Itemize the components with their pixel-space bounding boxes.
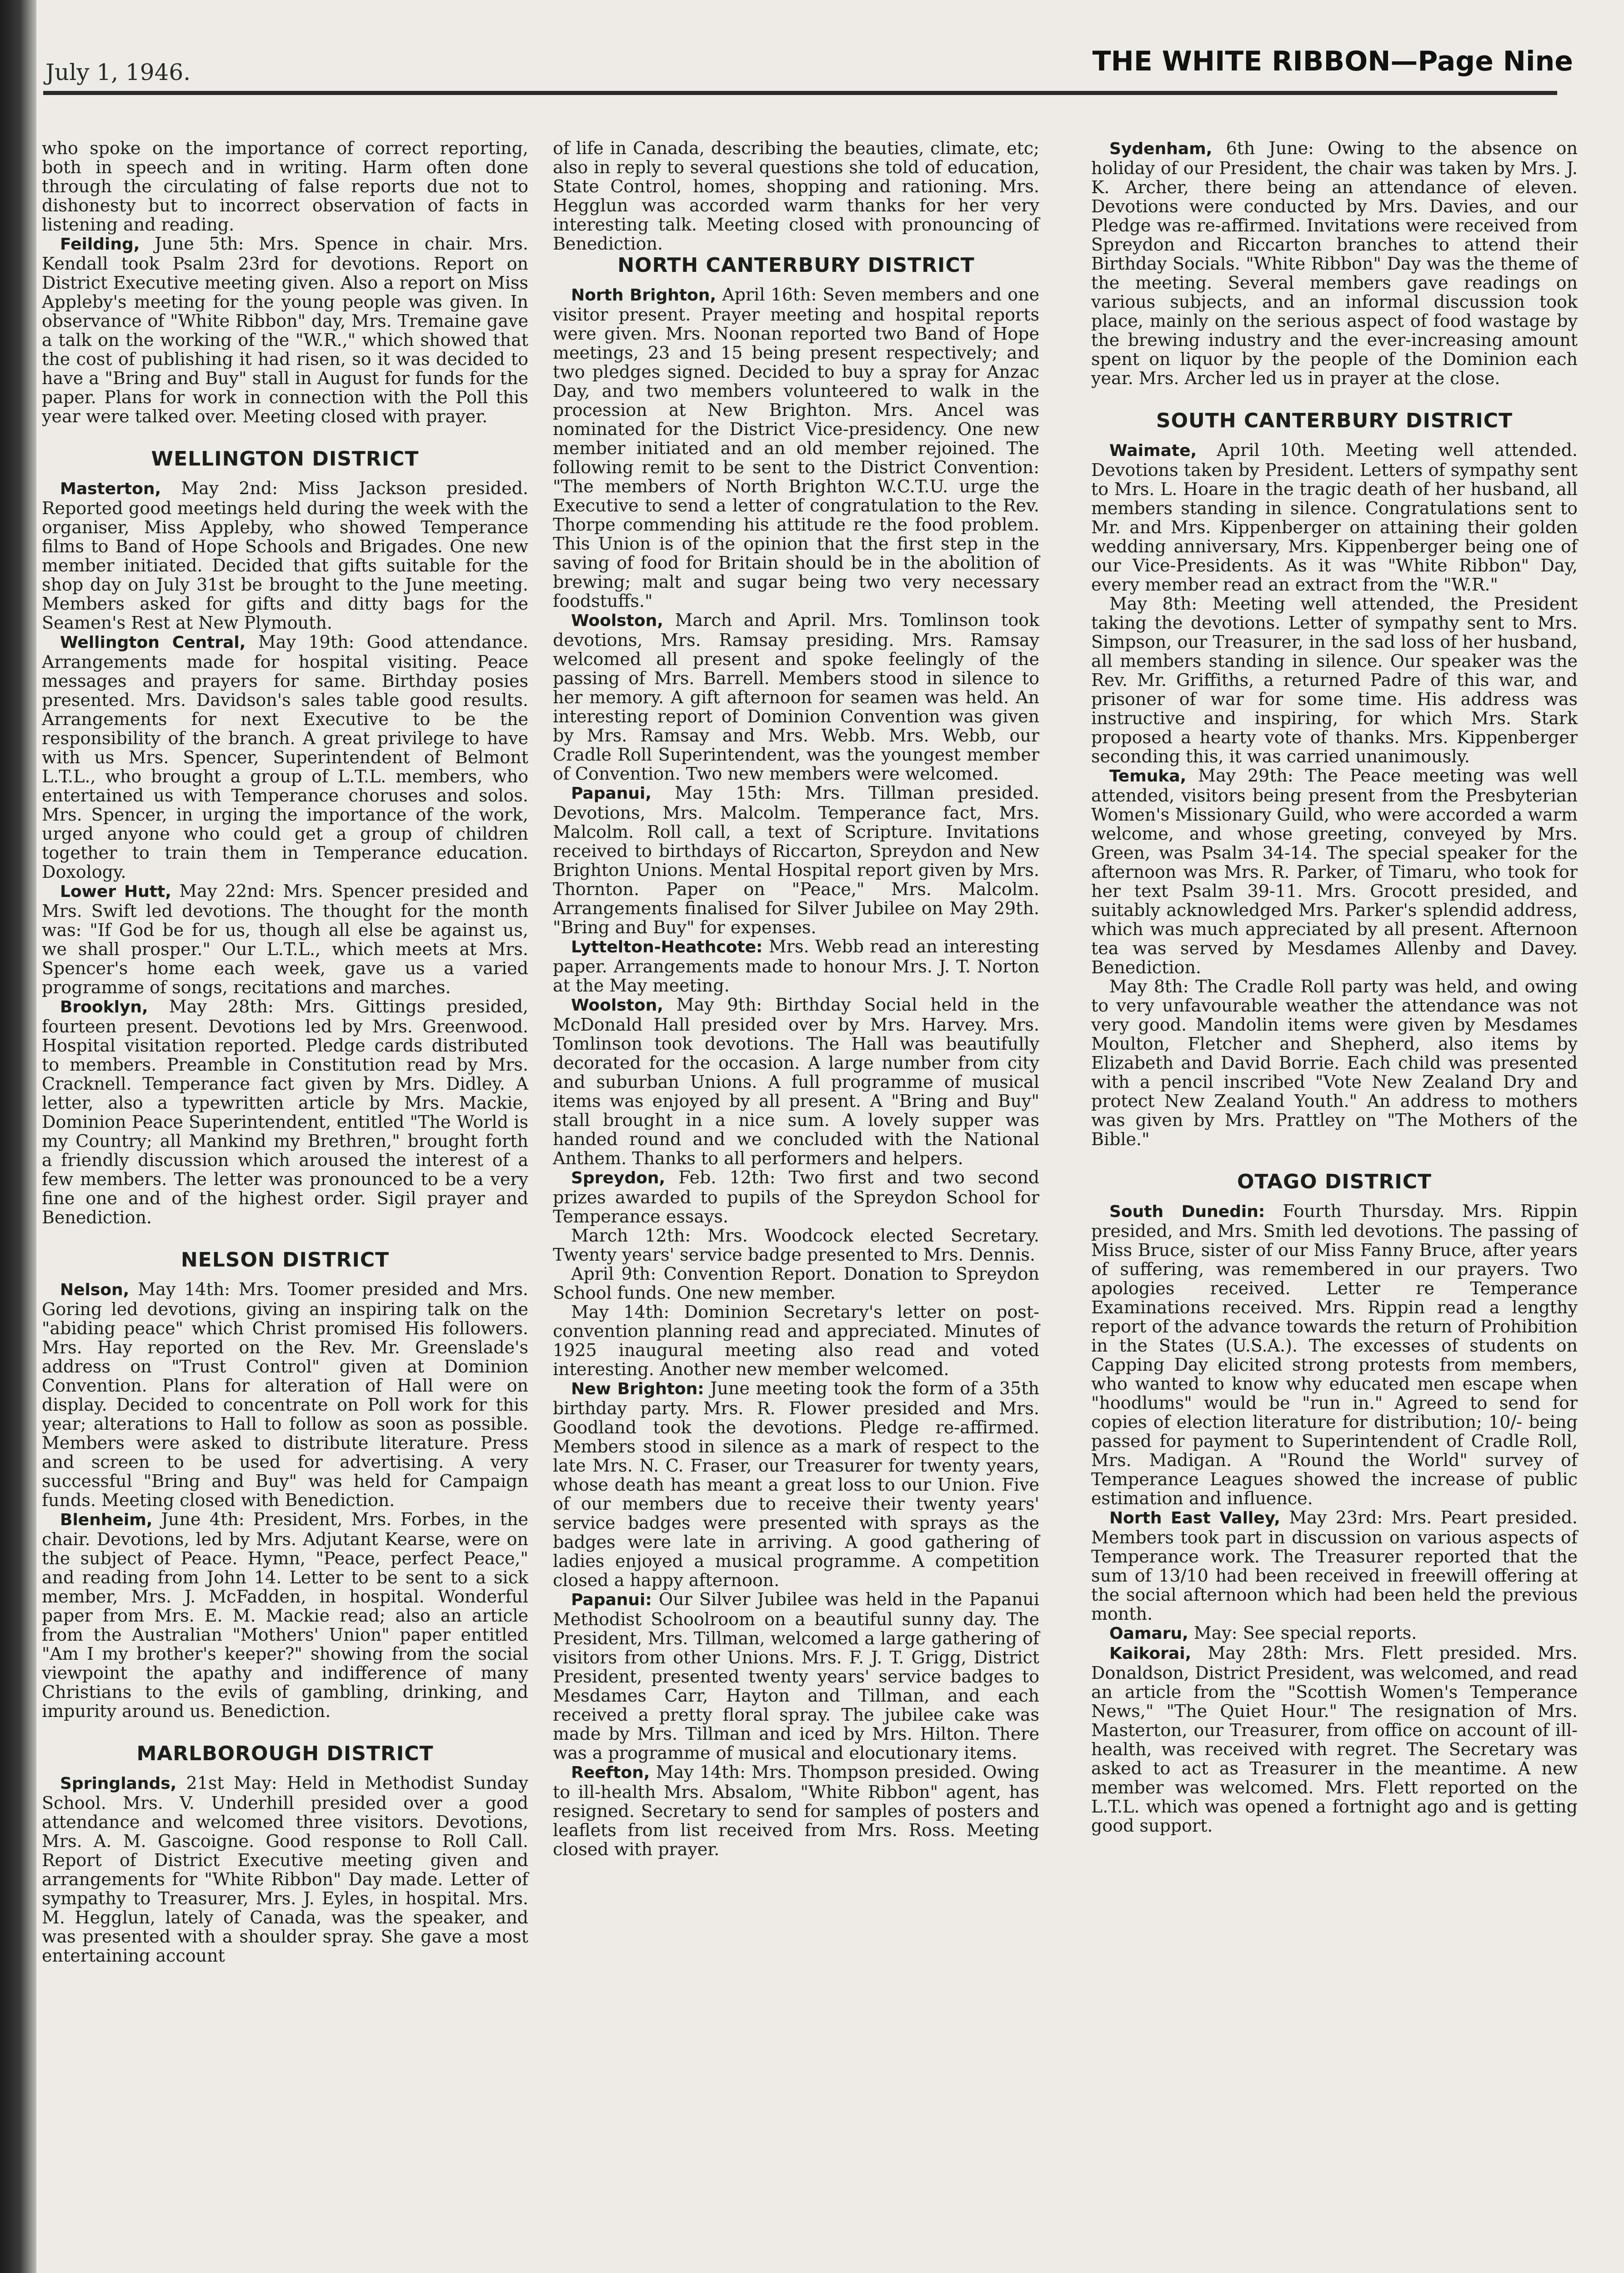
column-1 [42, 139, 528, 1965]
branch-name: Woolston, [571, 996, 663, 1015]
column-3 [1091, 139, 1578, 1835]
report-text: of life in Canada, describing the beauties, climate, etc; also in reply to several questions she told of education, State Control, homes, shopping and rationing. Mrs. Hegglun was accorded warm thanks for her very interesting talk. Meeting closed with pronouncing of Benediction. [553, 138, 1039, 254]
report-paragraph [1091, 594, 1578, 766]
report-text: June 5th: Mrs. Spence in chair. Mrs. Kendall took Psalm 23rd for devotions. Report on District Executive meeting given. Also a report on Miss Appleby's meeting for the young people was given. In observance of "White Ribbon" day, Mrs. Tremaine gave a talk on the working of the "W.R.," which showed that the cost of publishing it had risen, so it was decided to have a "Bring and Buy" stall in August for funds for the paper. Plans for work in connection with the Poll this year were talked over. Meeting closed with prayer. [42, 234, 528, 426]
report-text: May 2nd: Miss Jackson presided. Reported good meetings held during the week with the organiser, Miss Appleby, who showed Temperance films to Band of Hope Schools and Brigades. One new member initiated. Decided that gifts suitable for the shop day on July 31st be brought to the June meeting. Members asked for gifts and ditty bags for the Seamen's Rest at New Plymouth. [42, 478, 528, 633]
report-text: May 14th: Mrs. Toomer presided and Mrs. Goring led devotions, giving an inspiring talk on the "abiding peace" which Christ promised His followers. Mrs. Hay reported on the Rev. Mr. Greenslade's address on "Trust Control" given at Dominion Convention. Plans for alteration of Hall were on display. Decided to concentrate on Poll work for this year; alterations to Hall to follow as soon as possible. Members were asked to distribute literature. Press and screen to be used for advertising. A very successful "Bring and Buy" was held for Campaign funds. Meeting closed with Benediction. [42, 1279, 528, 1510]
report-text: June 4th: President, Mrs. Forbes, in the chair. Devotions, led by Mrs. Adjutant Kearse, were on the subject of Peace. Hymn, "Peace, perfect Peace," and reading from John 14. Letter to be sent to a sick member, Mrs. J. McFadden, in hospital. Wonderful paper from Mrs. E. M. Mackie read; also an article from the Australian "Mothers' Union" paper entitled "Am I my brother's keeper?" showing from the social viewpoint the apathy and indifference of many Christians to the evils of gambling, drinking, and impurity around us. Benediction. [42, 1509, 528, 1721]
report-paragraph [1091, 441, 1578, 594]
branch-name: Sydenham, [1109, 140, 1213, 158]
branch-name: New Brighton: [571, 1380, 704, 1398]
report-text: March 12th: Mrs. Woodcock elected Secretary. Twenty years' service badge presented to Mrs. Dennis. [553, 1226, 1039, 1265]
report-paragraph [42, 881, 528, 997]
report-paragraph [553, 783, 1039, 937]
report-text: May 15th: Mrs. Tillman presided. Devotions, Mrs. Malcolm. Temperance fact, Mrs. Malcolm. Roll call, a text of Scripture. Invitations received to birthdays of Riccarton, Spreydon and New Brighton Unions. Mental Hospital report given by Mrs. Thornton. Paper on "Peace," Mrs. Malcolm. Arrangements finalised for Silver Jubilee on May 29th. "Bring and Buy" for expenses. [553, 783, 1039, 937]
report-paragraph [553, 285, 1039, 611]
report-paragraph [553, 1264, 1039, 1302]
report-paragraph [42, 632, 528, 881]
branch-name: Spreydon, [571, 1169, 666, 1187]
report-paragraph [1091, 766, 1578, 977]
district-heading: NELSON DISTRICT [180, 1248, 390, 1272]
branch-name: Wellington Central, [60, 633, 246, 652]
issue-date: July 1, 1946. [45, 59, 191, 85]
branch-name: Nelson, [60, 1281, 130, 1299]
branch-name: North East Valley, [1109, 1509, 1281, 1527]
report-paragraph [553, 1168, 1039, 1226]
report-paragraph [42, 479, 528, 632]
report-paragraph [1091, 1623, 1578, 1643]
report-paragraph [1091, 1643, 1578, 1835]
report-paragraph [553, 1302, 1039, 1379]
district-heading: MARLBOROUGH DISTRICT [136, 1742, 434, 1765]
report-text: May 14th: Mrs. Thompson presided. Owing to ill-health Mrs. Absalom, "White Ribbon" agent, has resigned. Secretary to send for samples of posters and leaflets from list received from Mrs. Ross. Meeting closed with prayer. [553, 1762, 1039, 1859]
report-paragraph [1091, 977, 1578, 1149]
report-text: May: See special reports. [1193, 1623, 1417, 1643]
district-heading: OTAGO DISTRICT [1237, 1170, 1432, 1193]
report-paragraph [553, 1762, 1039, 1859]
report-paragraph [553, 139, 1039, 253]
report-paragraph [42, 1510, 528, 1721]
branch-name: Lyttelton-Heathcote: [571, 938, 763, 956]
report-text: June meeting took the form of a 35th birthday party. Mrs. R. Flower presided and Mrs. Goodland took the devotions. Pledge re-affirmed. Members stood in silence as a mark of respect to the late Mrs. N. C. Fraser, our Treasurer for twenty years, whose death has meant a great loss to our Union. Five of our members due to receive their twenty years' service badges were presented with sprays as the badges were late in arriving. A good gathering of ladies enjoyed a musical programme. A competition closed a happy afternoon. [553, 1378, 1040, 1590]
report-paragraph [42, 1280, 528, 1510]
branch-name: Temuka, [1109, 767, 1187, 786]
report-text: Feb. 12th: Two first and two second prizes awarded to pupils of the Spreydon School for Temperance essays. [553, 1167, 1039, 1227]
report-paragraph [1091, 1202, 1578, 1508]
report-text: who spoke on the importance of correct reporting, both in speech and in writing. Harm often done through the circulating of false reports due not to dishonesty but to incorrect observation of facts in listening and reading. [42, 138, 528, 235]
branch-name: Reefton, [571, 1763, 650, 1782]
branch-name: Oamaru, [1109, 1624, 1188, 1643]
header-rule [43, 91, 1557, 95]
report-paragraph [1091, 139, 1578, 388]
report-text: May 14th: Dominion Secretary's letter on post-convention planning read and appreciated. Minutes of 1925 inaugural meeting also read and voted interesting. Another new member welcomed. [553, 1302, 1039, 1379]
report-text: May 9th: Birthday Social held in the McDonald Hall presided over by Mrs. Harvey. Mrs. Tomlinson took devotions. The Hall was beautifully decorated for the occasion. A large number from city and suburban Unions. A full programme of musical items was enjoyed by all present. A "Bring and Buy" stall brought in a nice sum. A lovely supper was handed round and we concluded with the National Anthem. Thanks to all performers and helpers. [553, 995, 1039, 1168]
report-paragraph [553, 611, 1039, 783]
report-text: May 28th: Mrs. Flett presided. Mrs. Donaldson, District President, was welcomed, and read an article from the "Scottish Women's Temperance News," "The Quiet Hour." The resignation of Mrs. Masterton, our Treasurer, from office on account of ill-health, was received with regret. The Secretary was asked to act as Treasurer in the meantime. A new member was welcomed. Mrs. Flett reported on the L.T.L. which was opened a fortnight ago and is getting good support. [1091, 1643, 1578, 1836]
branch-name: North Brighton, [571, 286, 717, 305]
report-paragraph [1091, 1508, 1578, 1623]
report-text: May 19th: Good attendance. Arrangements made for hospital visiting. Peace messages and prayers for same. Birthday posies presented. Mrs. Davidson's sales table good results. Arrangements for next Executive to be the responsibility of the branch. A great privilege to have with us Mrs. Spencer, Superintendent of Belmont L.T.L., who brought a group of L.T.L. members, who entertained us with Temperance choruses and solos. Mrs. Spencer, in urging the importance of the work, urged anyone who could get a group of children together to train them in Temperance education. Doxology. [42, 632, 528, 882]
branch-name: Papanui, [571, 784, 652, 803]
report-paragraph [42, 139, 528, 234]
report-text: May 23rd: Mrs. Peart presided. Members took part in discussion on various aspects of Temperance work. The Treasurer reported that the sum of 13/10 had been received in freewill offering at the social afternoon which had been held the previous month. [1091, 1507, 1578, 1624]
report-text: May 28th: Mrs. Gittings presided, fourteen present. Devotions led by Mrs. Greenwood. Hospital visitation reported. Pledge cards distributed to members. Preamble in Constitution read by Mrs. Cracknell. Temperance fact given by Mrs. Didley. A letter, also a typewritten article by Mrs. Mackie, Dominion Peace Superintendent, entitled "The World is my Country; all Mankind my Brethren," brought forth a friendly discussion which aroused the interest of a few members. The letter was pronounced to be a very fine one and of the highest order. Sigil prayer and Benediction. [42, 996, 528, 1227]
report-paragraph [42, 1773, 528, 1965]
branch-name: Woolston, [571, 611, 663, 630]
district-heading: SOUTH CANTERBURY DISTRICT [1156, 409, 1513, 432]
report-text: April 9th: Convention Report. Donation to Spreydon School funds. One new member. [553, 1264, 1039, 1303]
branch-name: Kaikorai, [1109, 1644, 1192, 1663]
report-text: 6th June: Owing to the absence on holiday of our President, the chair was taken by Mrs. J. K. Archer, there being an attendance of eleven. Devotions were conducted by Mrs. Davies, and our Pledge was re-affirmed. Invitations were received from Spreydon and Riccarton branches to attend their Birthday Socials. "White Ribbon" Day was the theme of the meeting. Several members gave readings on various subjects, and an informal discussion took place, mainly on the serious aspect of food wastage by the brewing industry and the ever-increasing amount spent on liquor by the people of the Dominion each year. Mrs. Archer led us in prayer at the close. [1091, 138, 1578, 388]
running-title: THE WHITE RIBBON—Page Nine [1092, 45, 1573, 77]
branch-name: Lower Hutt, [60, 882, 171, 901]
branch-name: Brooklyn, [60, 998, 148, 1016]
report-paragraph [553, 995, 1039, 1168]
report-text: March and April. Mrs. Tomlinson took devotions, Mrs. Ramsay presiding. Mrs. Ramsay welcomed all present and spoke feelingly of the passing of Mrs. Barrell. Members stood in silence to her memory. A gift afternoon for seamen was held. An interesting report of Dominion Convention was given by Mrs. Ramsay and Mrs. Webb. Mrs. Webb, our Cradle Roll Superintendent, was the youngest member of Convention. Two new members were welcomed. [553, 610, 1039, 784]
report-text: May 22nd: Mrs. Spencer presided and Mrs. Swift led devotions. The thought for the month was: "If God be for us, though all else be against us, we shall prosper." Our L.T.L., which meets at Mrs. Spencer's home each week, gave us a varied programme of songs, recitations and marches. [42, 881, 528, 997]
branch-name: Waimate, [1109, 441, 1197, 460]
report-text: Our Silver Jubilee was held in the Papanui Methodist Schoolroom on a beautiful sunny day. The President, Mrs. Tillman, welcomed a large gathering of visitors from other Unions. Mrs. F. J. T. Grigg, District President, presented twenty years' service badges to Mesdames Carr, Hayton and Tillman, and each received a pretty floral spray. The jubilee cake was made by Mrs. Tillman and iced by Mrs. Hilton. There was a programme of musical and elocutionary items. [553, 1589, 1039, 1763]
report-text: Mrs. Webb read an interesting paper. Arrangements made to honour Mrs. J. T. Norton at the May meeting. [553, 936, 1039, 996]
district-heading: WELLINGTON DISTRICT [151, 447, 419, 471]
report-text: May 29th: The Peace meeting was well attended, visitors being present from the Presbyterian Women's Missionary Guild, who were accorded a warm welcome, and whose greeting, conveyed by Mrs. Green, was Psalm 34-14. The special speaker for the afternoon was Mrs. R. Parker, of Timaru, who took for her text Psalm 39-11. Mrs. Grocott presided, and suitably acknowledged Mrs. Parker's splendid address, which was much appreciated by all present. Afternoon tea was served by Mesdames Allenby and Davey. Benediction. [1091, 766, 1578, 977]
report-text: Fourth Thursday. Mrs. Rippin presided, and Mrs. Smith led devotions. The passing of Miss Bruce, sister of our Miss Fanny Bruce, after years of suffering, was remembered in our prayers. Two apologies received. Letter re Temperance Examinations received. Mrs. Rippin read a lengthy report of the advance towards the return of Prohibition in the States (U.S.A.). The excesses of students on Capping Day elicited strong protests from members, who wanted to know why educated men escape when "hoodlums" would be "run in." Agreed to send for copies of election literature for distribution; 10/- being passed for payment to Superintendent of Cradle Roll, Mrs. Madigan. A "Round the World" survey of Temperance Leagues showed the increase of public estimation and influence. [1091, 1201, 1578, 1508]
district-heading: NORTH CANTERBURY DISTRICT [617, 254, 975, 277]
report-text: May 8th: Meeting well attended, the President taking the devotions. Letter of sympathy sent to Mrs. Simpson, our Treasurer, in the sad loss of her husband, all members standing in silence. Our speaker was the Rev. Mr. Griffiths, a returned Padre of this war, and prisoner of war for some time. His address was instructive and inspiring, for which Mrs. Stark proposed a hearty vote of thanks. Mrs. Kippenberger seconding this, it was carried unanimously. [1091, 594, 1578, 766]
report-paragraph [553, 1590, 1039, 1762]
branch-name: Blenheim, [60, 1511, 153, 1529]
report-paragraph [42, 234, 528, 426]
binding-shadow [0, 0, 36, 2273]
branch-name: Masterton, [60, 480, 161, 498]
report-paragraph [553, 1226, 1039, 1264]
branch-name: Papanui: [571, 1591, 652, 1609]
report-paragraph [553, 937, 1039, 995]
branch-name: Springlands, [60, 1774, 177, 1793]
branch-name: South Dunedin: [1109, 1202, 1265, 1221]
branch-name: Feilding, [60, 235, 140, 254]
report-paragraph [553, 1379, 1039, 1590]
column-2 [553, 139, 1039, 1859]
report-text: 21st May: Held in Methodist Sunday School. Mrs. V. Underhill presided over a good attendance and welcomed three visitors. Devotions, Mrs. A. M. Gascoigne. Good response to Roll Call. Report of District Executive meeting given and arrangements for "White Ribbon" Day made. Letter of sympathy to Treasurer, Mrs. J. Eyles, in hospital. Mrs. M. Hegglun, lately of Canada, was the speaker, and was presented with a shoulder spray. She gave a most entertaining account [42, 1773, 528, 1966]
report-paragraph [42, 997, 528, 1227]
report-text: April 16th: Seven members and one visitor present. Prayer meeting and hospital reports were given. Mrs. Noonan reported two Band of Hope meetings, 23 and 15 being present respectively; and two pledges signed. Decided to buy a spray for Anzac Day, and two members volunteered to walk in the procession at New Brighton. Mrs. Ancel was nominated for the District Vice-presidency. One new member initiated and an old member rejoined. The following remit to be sent to the District Convention: "The members of North Brighton W.C.T.U. urge the Executive to send a letter of congratulation to the Rev. Thorpe commending his attitude re the food problem. This Union is of the opinion that the first step in the saving of food for Britain should be in the abolition of brewing; malt and sugar being two very necessary foodstuffs." [553, 285, 1039, 611]
report-text: April 10th. Meeting well attended. Devotions taken by President. Letters of sympathy sent to Mrs. L. Hoare in the tragic death of her husband, all members standing in silence. Congratulations sent to Mr. and Mrs. Kippenberger on attaining their golden wedding anniversary, Mrs. Kippenberger being one of our Vice-Presidents. As it was "White Ribbon" Day, every member read an extract from the "W.R." [1091, 440, 1578, 595]
report-text: May 8th: The Cradle Roll party was held, and owing to very unfavourable weather the attendance was not very good. Mandolin items were given by Mesdames Moulton, Fletcher and Shepherd, also items by Elizabeth and David Borrie. Each child was presented with a pencil inscribed "Vote New Zealand Dry and protect New Zealand Youth." An address to mothers was given by Mrs. Prattley on "The Mothers of the Bible." [1091, 976, 1578, 1149]
